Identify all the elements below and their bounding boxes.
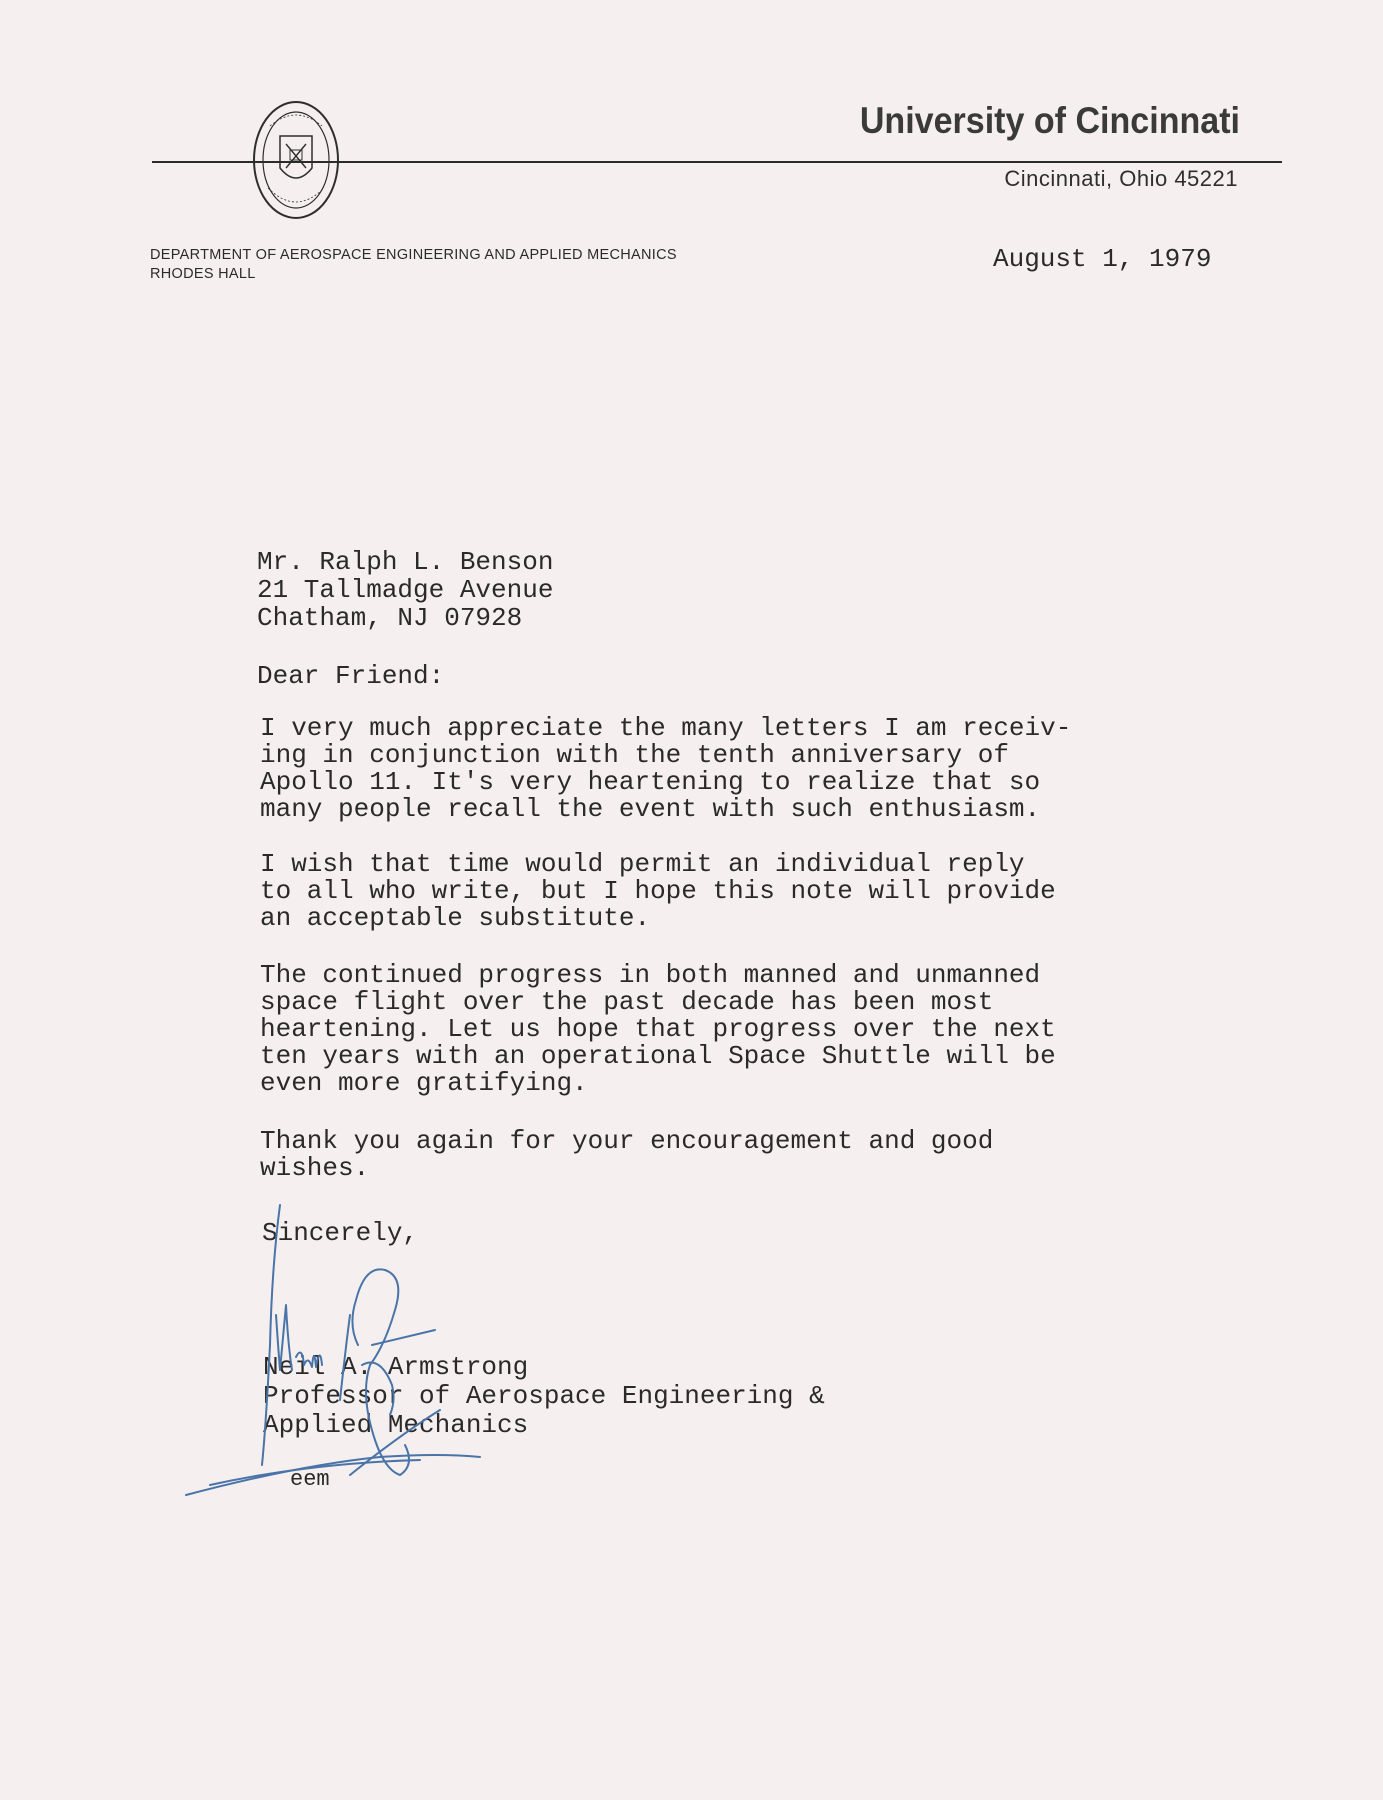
- signer-title-line: Applied Mechanics: [263, 1410, 529, 1440]
- university-address: Cincinnati, Ohio 45221: [1004, 166, 1238, 191]
- paragraph-line: I very much appreciate the many letters I am receiv-: [260, 713, 1072, 743]
- paragraph-line: I wish that time would permit an individual reply: [260, 849, 1025, 879]
- recipient-city: Chatham, NJ 07928: [257, 603, 523, 633]
- recipient-street: 21 Tallmadge Avenue: [257, 575, 554, 605]
- department-name: DEPARTMENT OF AEROSPACE ENGINEERING AND APPLIED MECHANICS: [150, 247, 677, 263]
- recipient-name: Mr. Ralph L. Benson: [257, 547, 554, 577]
- body-paragraph: [260, 715, 1071, 823]
- university-name: University of Cincinnati: [859, 100, 1240, 141]
- typist-initials: eem: [290, 1467, 330, 1492]
- paragraph-line: even more gratifying.: [260, 1068, 588, 1098]
- handwritten-signature: [180, 1195, 540, 1525]
- paragraph-line: ten years with an operational Space Shuttle will be: [260, 1041, 1056, 1071]
- paragraph-line: wishes.: [260, 1153, 370, 1183]
- recipient-address: [257, 548, 553, 632]
- paragraph-line: an acceptable substitute.: [260, 903, 651, 933]
- paragraph-line: The continued progress in both manned and unmanned: [260, 960, 1041, 990]
- body-paragraph: [260, 962, 1056, 1097]
- building-name: RHODES HALL: [150, 266, 256, 282]
- paragraph-line: heartening. Let us hope that progress over the next: [260, 1014, 1056, 1044]
- signer-title-line: Professor of Aerospace Engineering &: [263, 1381, 825, 1411]
- body-paragraph: [260, 1128, 993, 1182]
- letter-date: August 1, 1979: [993, 244, 1212, 274]
- letterhead-rule: [152, 161, 1282, 163]
- paragraph-line: many people recall the event with such enthusiasm.: [260, 794, 1041, 824]
- paragraph-line: ing in conjunction with the tenth anniversary of: [260, 740, 1009, 770]
- paragraph-line: space flight over the past decade has been most: [260, 987, 994, 1017]
- paragraph-line: Apollo 11. It's very heartening to realize that so: [260, 767, 1041, 797]
- paragraph-line: to all who write, but I hope this note will provide: [260, 876, 1056, 906]
- university-seal-icon: [250, 98, 342, 222]
- signer-name: Neil A. Armstrong: [263, 1352, 529, 1382]
- closing: Sincerely,: [262, 1218, 419, 1248]
- paragraph-line: Thank you again for your encouragement and good: [260, 1126, 994, 1156]
- department-block: [150, 246, 677, 284]
- body-paragraph: [260, 851, 1056, 932]
- salutation: Dear Friend:: [257, 661, 445, 691]
